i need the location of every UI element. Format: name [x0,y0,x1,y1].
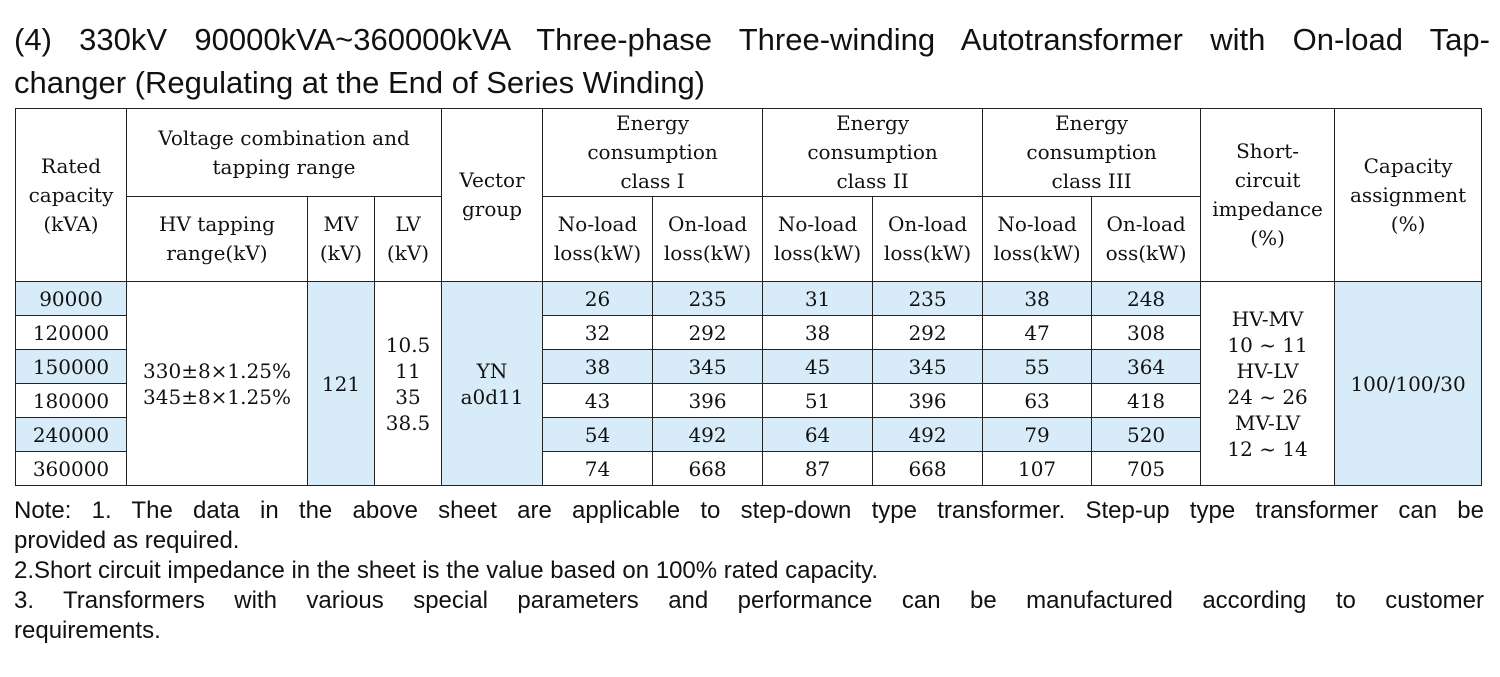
notes [14,496,1484,646]
cell-line: loss(kW) [663,241,752,265]
page-title [14,18,1490,104]
cell-line: 35 [395,384,421,409]
onload-loss-class-1-cell: 492 [653,418,763,452]
onload-loss-class-1-cell: 345 [653,350,763,384]
header-lv [375,197,442,282]
cell-line: loss(kW) [773,241,862,265]
cell-line: class II [836,169,909,193]
onload-loss-class-2-cell: 492 [873,418,983,452]
header-noload-class-1 [543,197,653,282]
onload-loss-class-3-cell: 308 [1092,316,1201,350]
vector-group-cell [442,282,543,486]
noload-loss-class-2-cell: 51 [763,384,873,418]
cell-line: MV [323,212,359,236]
cell-line: consumption [807,140,938,164]
cell-line: YN [476,358,508,383]
cell-line: 11 [395,358,421,383]
cell-line: Voltage combination and [158,125,410,150]
onload-loss-class-1-cell: 668 [653,452,763,486]
cell-line: HV-MV [1231,306,1304,331]
note-1-line-2: provided as required. [14,527,240,554]
cell-line: On-load [887,212,968,236]
noload-loss-class-2-cell: 31 [763,282,873,316]
header-vector-group [442,109,543,282]
cell-line: 12 ~ 14 [1227,436,1308,461]
cell-line: oss(kW) [1105,241,1187,265]
cell-line: No-load [557,212,638,236]
rated-capacity-cell: 150000 [16,350,127,384]
header-hv-tapping [127,197,308,282]
header-class-2 [763,109,983,197]
header-row-1 [16,109,1482,197]
note-3-line-1: 3. Transformers with various special parameters and performance can be manufactured according to customer [14,587,1484,614]
header-noload-class-2 [763,197,873,282]
onload-loss-class-3-cell: 705 [1092,452,1201,486]
cell-line: a0d11 [460,384,524,409]
onload-loss-class-2-cell: 345 [873,350,983,384]
cell-line: circuit [1234,168,1301,192]
cell-line: 24 ~ 26 [1227,384,1308,409]
cell-line: Vector [459,168,525,192]
cell-line: No-load [777,212,858,236]
noload-loss-class-1-cell: 38 [543,350,653,384]
cell-line: loss(kW) [553,241,642,265]
cell-line: Energy [616,111,690,135]
rated-capacity-cell: 120000 [16,316,127,350]
title-line-1: (4) 330kV 90000kVA~360000kVA Three-phase Three-winding Autotransformer with On-load Tap- [14,22,1490,57]
noload-loss-class-3-cell: 38 [983,282,1092,316]
cell-line: No-load [997,212,1077,236]
header-onload-class-1 [653,197,763,282]
cell-line: tapping range [212,154,356,179]
noload-loss-class-1-cell: 32 [543,316,653,350]
noload-loss-class-2-cell: 87 [763,452,873,486]
onload-loss-class-3-cell: 364 [1092,350,1201,384]
cell-line: (%) [1250,226,1285,250]
header-short-circuit-impedance [1201,109,1335,282]
onload-loss-class-1-cell: 396 [653,384,763,418]
spec-table [15,108,1482,486]
lv-voltage-cell [375,282,442,486]
noload-loss-class-3-cell: 63 [983,384,1092,418]
cell-line: 10 ~ 11 [1227,332,1308,357]
cell-line: capacity [28,182,114,207]
note-3-line-2: requirements. [14,617,161,644]
cell-line: (%) [1390,211,1426,236]
cell-line: On-load [1106,212,1186,236]
cell-line: Capacity [1363,153,1453,178]
cell-line: loss(kW) [993,241,1081,265]
cell-line: 345±8×1.25% [143,384,291,409]
header-class-3 [983,109,1201,197]
cell-line: Energy [836,111,910,135]
cell-line: (kV) [319,241,363,265]
noload-loss-class-3-cell: 55 [983,350,1092,384]
noload-loss-class-3-cell: 47 [983,316,1092,350]
note-1-line-1: Note: 1. The data in the above sheet are applicable to step-down type transformer. Step-up type transformer can be [14,497,1484,524]
noload-loss-class-3-cell: 107 [983,452,1092,486]
header-capacity-assignment [1335,109,1482,282]
mv-voltage-cell: 121 [308,282,375,486]
cell-line: 10.5 [385,332,431,357]
rated-capacity-cell: 240000 [16,418,127,452]
note-2: 2.Short circuit impedance in the sheet is the value based on 100% rated capacity. [14,557,879,584]
onload-loss-class-2-cell: 235 [873,282,983,316]
cell-line: consumption [587,140,718,164]
cell-line: class I [620,169,685,193]
onload-loss-class-1-cell: 235 [653,282,763,316]
rated-capacity-cell: 90000 [16,282,127,316]
cell-line: (kVA) [43,211,99,236]
cell-line: Rated [40,153,102,178]
rated-capacity-cell: 360000 [16,452,127,486]
cell-line: HV tapping [159,212,275,236]
cell-line: LV [395,212,421,236]
noload-loss-class-2-cell: 45 [763,350,873,384]
cell-line: HV-LV [1236,358,1299,383]
cell-line: Energy [1055,111,1129,135]
cell-line: group [461,197,523,221]
header-onload-class-2 [873,197,983,282]
capacity-assignment-cell: 100/100/30 [1335,282,1482,486]
header-noload-class-3 [983,197,1092,282]
noload-loss-class-3-cell: 79 [983,418,1092,452]
cell-line: range(kV) [166,241,268,265]
onload-loss-class-1-cell: 292 [653,316,763,350]
cell-line: MV-LV [1234,410,1301,435]
onload-loss-class-3-cell: 248 [1092,282,1201,316]
cell-line: impedance [1212,197,1323,221]
onload-loss-class-3-cell: 418 [1092,384,1201,418]
cell-line: (kV) [386,241,430,265]
header-mv [308,197,375,282]
onload-loss-class-2-cell: 292 [873,316,983,350]
short-circuit-impedance-cell [1201,282,1335,486]
cell-line: assignment [1349,182,1467,207]
cell-line: class III [1051,169,1132,193]
noload-loss-class-1-cell: 74 [543,452,653,486]
onload-loss-class-2-cell: 396 [873,384,983,418]
header-onload-class-3 [1092,197,1201,282]
title-line-2: changer (Regulating at the End of Series Winding) [14,65,706,100]
hv-tapping-range-cell [127,282,308,486]
cell-line: 330±8×1.25% [143,358,291,383]
noload-loss-class-2-cell: 38 [763,316,873,350]
cell-line: 38.5 [385,410,431,435]
noload-loss-class-1-cell: 54 [543,418,653,452]
onload-loss-class-2-cell: 668 [873,452,983,486]
rated-capacity-cell: 180000 [16,384,127,418]
table-row [16,282,1482,316]
header-voltage-combination [127,109,442,197]
noload-loss-class-1-cell: 43 [543,384,653,418]
noload-loss-class-1-cell: 26 [543,282,653,316]
cell-line: On-load [667,212,748,236]
onload-loss-class-3-cell: 520 [1092,418,1201,452]
cell-line: loss(kW) [883,241,972,265]
header-class-1 [543,109,763,197]
cell-line: consumption [1026,140,1157,164]
noload-loss-class-2-cell: 64 [763,418,873,452]
cell-line: Short- [1236,139,1300,163]
header-rated-capacity [16,109,127,282]
